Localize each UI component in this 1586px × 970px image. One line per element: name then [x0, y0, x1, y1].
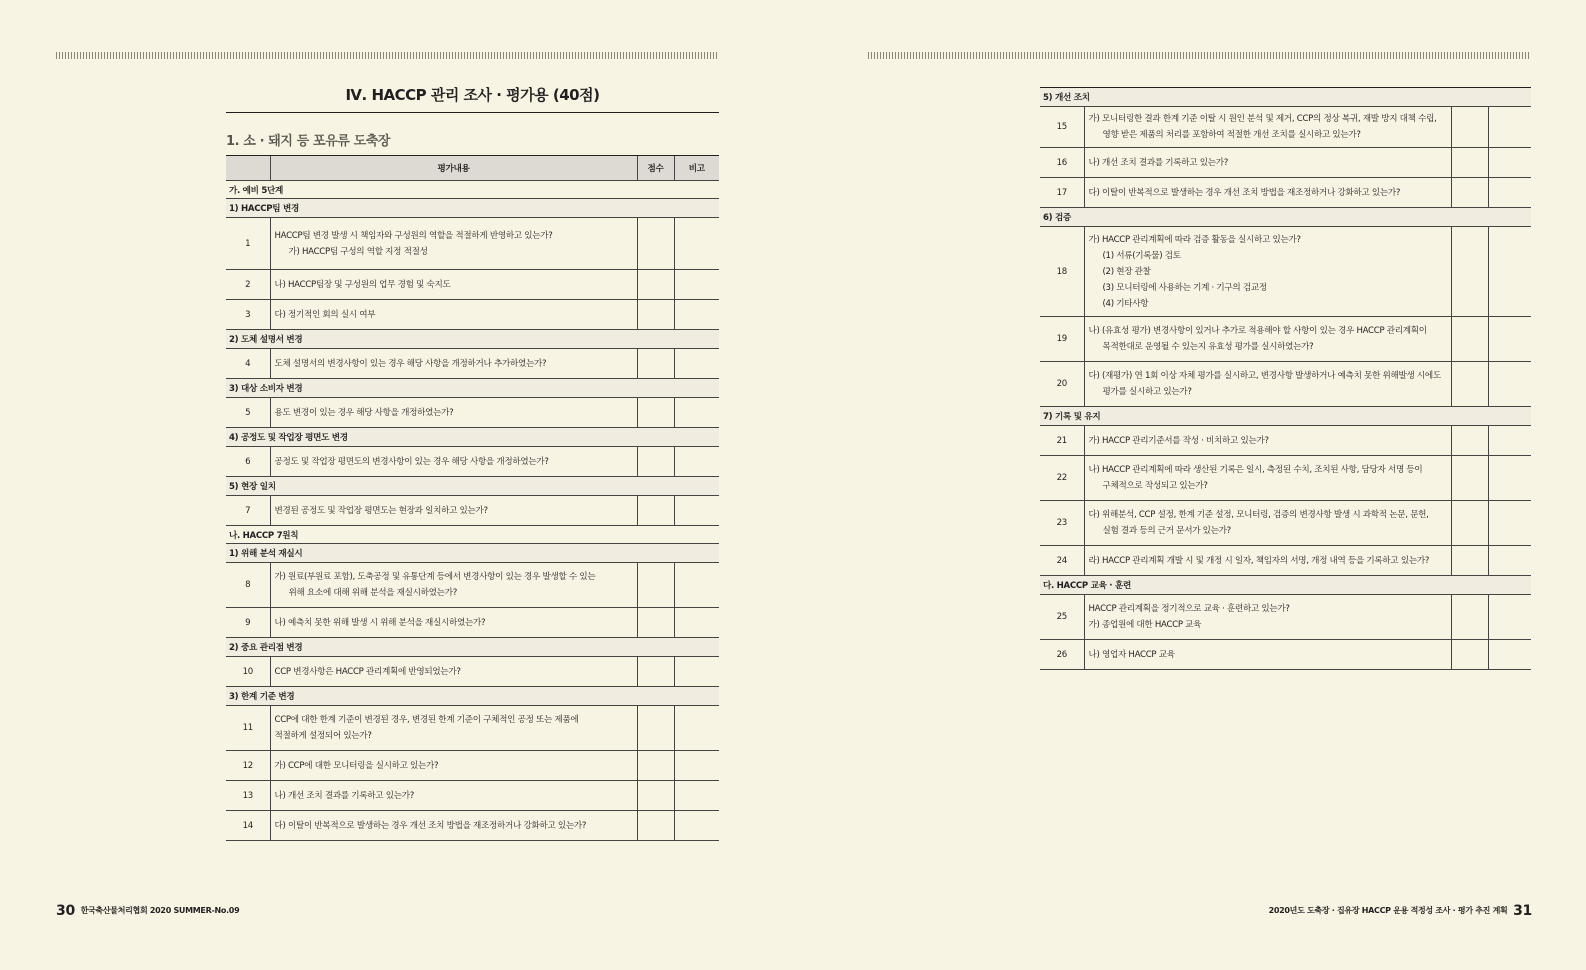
item-question	[1084, 148, 1451, 178]
score-cell[interactable]	[1451, 546, 1488, 576]
section-title: 다. HACCP 교육 · 훈련	[1040, 576, 1531, 595]
section-row	[226, 199, 719, 218]
evaluation-table-right	[1040, 87, 1531, 670]
score-cell[interactable]	[637, 706, 674, 751]
section-title: 가. 예비 5단계	[226, 181, 719, 199]
section-row	[226, 687, 719, 706]
question-line: 영향 받은 제품의 처리를 포함하여 적절한 개선 조치를 실시하고 있는가?	[1102, 130, 1361, 140]
note-cell[interactable]	[674, 496, 719, 526]
title-rule	[226, 112, 719, 113]
note-cell[interactable]	[1488, 362, 1531, 407]
item-number: 6	[226, 447, 270, 477]
note-cell[interactable]	[1488, 426, 1531, 456]
item-number: 12	[226, 751, 270, 781]
major-section-row	[226, 181, 719, 199]
item-question	[270, 608, 637, 638]
item-number: 11	[226, 706, 270, 751]
section-title: 6) 검증	[1040, 208, 1531, 227]
item-question	[270, 300, 637, 330]
score-cell[interactable]	[637, 781, 674, 811]
score-cell[interactable]	[637, 496, 674, 526]
item-number: 24	[1040, 546, 1084, 576]
question-line: CCP 변경사항은 HACCP 관리계획에 반영되었는가?	[274, 666, 461, 677]
item-question	[1084, 227, 1451, 317]
table-row	[1040, 426, 1531, 456]
question-line: 나) HACCP팀장 및 구성원의 업무 경험 및 숙지도	[274, 279, 451, 290]
item-question	[270, 496, 637, 526]
table-row	[1040, 178, 1531, 208]
question-line: 가) 종업원에 대한 HACCP 교육	[1088, 620, 1202, 630]
item-number: 5	[226, 398, 270, 428]
note-cell[interactable]	[674, 349, 719, 379]
question-line: (2) 현장 관찰	[1102, 266, 1151, 277]
score-cell[interactable]	[1451, 148, 1488, 178]
section-row	[226, 638, 719, 657]
item-question	[270, 398, 637, 428]
item-question	[1084, 317, 1451, 362]
score-cell[interactable]	[637, 349, 674, 379]
item-question	[1084, 107, 1451, 148]
question-line: 가) HACCP 관리기준서를 작성 · 비치하고 있는가?	[1088, 435, 1269, 446]
note-cell[interactable]	[1488, 546, 1531, 576]
score-cell[interactable]	[637, 608, 674, 638]
table-row	[226, 300, 719, 330]
item-number: 10	[226, 657, 270, 687]
score-cell[interactable]	[637, 811, 674, 841]
score-cell[interactable]	[1451, 317, 1488, 362]
score-cell[interactable]	[637, 657, 674, 687]
question-line: 목적한대로 운영될 수 있는지 유효성 평가를 실시하였는가?	[1102, 342, 1314, 352]
item-number: 23	[1040, 501, 1084, 546]
question-line: 나) HACCP 관리계획에 따라 생산된 기록은 일시, 측정된 수치, 조치된 사항, 담당자 서명 등이	[1088, 465, 1423, 475]
note-cell[interactable]	[1488, 595, 1531, 640]
question-line: 다) 이탈이 반복적으로 발생하는 경우 개선 조치 방법을 재조정하거나 강화하고 있는가?	[1088, 187, 1401, 198]
note-cell[interactable]	[674, 563, 719, 608]
item-question	[270, 270, 637, 300]
section-title: 3) 대상 소비자 변경	[226, 379, 719, 398]
item-question	[270, 706, 637, 751]
question-line: (4) 기타사항	[1102, 298, 1149, 309]
table-row	[226, 349, 719, 379]
section-title: 5) 현장 일치	[226, 477, 719, 496]
footer-plan-text: 2020년도 도축장 · 집유장 HACCP 운용 적정성 조사 · 평가 추진 계획	[1268, 906, 1508, 915]
item-number: 26	[1040, 640, 1084, 670]
section-row	[1040, 208, 1531, 227]
question-line: CCP에 대한 한계 기준이 변경된 경우, 변경된 한계 기준이 구체적인 공정 또는 제품에	[274, 715, 579, 725]
item-question	[270, 563, 637, 608]
table-row	[226, 218, 719, 270]
note-cell[interactable]	[674, 751, 719, 781]
note-cell[interactable]	[674, 218, 719, 270]
page-number-right: 31	[1513, 903, 1532, 919]
table-row	[1040, 107, 1531, 148]
score-cell[interactable]	[637, 218, 674, 270]
table-row	[226, 608, 719, 638]
table-row	[226, 398, 719, 428]
note-cell[interactable]	[674, 781, 719, 811]
section-title: 4) 공정도 및 작업장 평면도 변경	[226, 428, 719, 447]
item-number: 4	[226, 349, 270, 379]
header-content: 평가내용	[270, 156, 637, 181]
note-cell[interactable]	[1488, 227, 1531, 317]
table-row	[226, 781, 719, 811]
note-cell[interactable]	[1488, 456, 1531, 501]
score-cell[interactable]	[1451, 456, 1488, 501]
item-question	[270, 811, 637, 841]
question-line: (3) 모니터링에 사용하는 기계 · 기구의 검교정	[1102, 282, 1267, 293]
table-row	[1040, 227, 1531, 317]
footer-left	[56, 903, 239, 919]
question-line: 가) CCP에 대한 모니터링을 실시하고 있는가?	[274, 760, 439, 771]
section-row	[1040, 407, 1531, 426]
item-number: 15	[1040, 107, 1084, 148]
item-question	[270, 218, 637, 270]
question-line: 나) (유효성 평가) 변경사항이 있거나 추가로 적용해야 할 사항이 있는 경우 HACCP 관리계획이	[1088, 326, 1427, 336]
note-cell[interactable]	[1488, 178, 1531, 208]
question-line: 다) 위해분석, CCP 설정, 한계 기준 설정, 모니터링, 검증의 변경사항 발생 시 과학적 논문, 문헌,	[1088, 510, 1429, 520]
note-cell[interactable]	[674, 706, 719, 751]
table-row	[1040, 595, 1531, 640]
score-cell[interactable]	[1451, 362, 1488, 407]
item-number: 25	[1040, 595, 1084, 640]
table-row	[1040, 546, 1531, 576]
question-line: 적절하게 설정되어 있는가?	[274, 731, 372, 741]
section-title: 나. HACCP 7원칙	[226, 526, 719, 544]
footer-right	[1269, 903, 1532, 919]
item-number: 22	[1040, 456, 1084, 501]
table-row	[226, 496, 719, 526]
section-row	[1040, 88, 1531, 107]
score-cell[interactable]	[637, 563, 674, 608]
question-line: 나) 영업자 HACCP 교육	[1088, 649, 1175, 660]
question-line: 위해 요소에 대해 위해 분석을 재실시하였는가?	[288, 588, 457, 598]
table-header-row	[226, 156, 719, 181]
score-cell[interactable]	[1451, 426, 1488, 456]
question-line: 다) (재평가) 연 1회 이상 자체 평가를 실시하고, 변경사항 발생하거나 예측치 못한 위해발생 시에도	[1088, 371, 1441, 381]
score-cell[interactable]	[637, 398, 674, 428]
section-title: 7) 기록 및 유지	[1040, 407, 1531, 426]
table-row	[226, 563, 719, 608]
question-line: 변경된 공정도 및 작업장 평면도는 현장과 일치하고 있는가?	[274, 505, 488, 516]
note-cell[interactable]	[674, 270, 719, 300]
section-title: 1) 위해 분석 재실시	[226, 544, 719, 563]
table-row	[226, 447, 719, 477]
table-row	[1040, 317, 1531, 362]
score-cell[interactable]	[1451, 227, 1488, 317]
section-row	[226, 330, 719, 349]
table-row	[1040, 456, 1531, 501]
score-cell[interactable]	[637, 300, 674, 330]
table-row	[226, 751, 719, 781]
item-number: 8	[226, 563, 270, 608]
item-question	[1084, 640, 1451, 670]
question-line: 가) HACCP 관리계획에 따라 검증 활동을 실시하고 있는가?	[1088, 234, 1301, 245]
question-line: 용도 변경이 있는 경우 해당 사항을 개정하였는가?	[274, 407, 454, 418]
question-line: 가) HACCP팀 구성의 역할 지정 적절성	[288, 246, 428, 257]
item-question	[270, 751, 637, 781]
table-row	[1040, 501, 1531, 546]
table-row	[1040, 640, 1531, 670]
question-line: 나) 개선 조치 결과를 기록하고 있는가?	[1088, 157, 1228, 168]
item-number: 14	[226, 811, 270, 841]
item-question	[1084, 362, 1451, 407]
item-number: 13	[226, 781, 270, 811]
item-number: 20	[1040, 362, 1084, 407]
footer-journal-text: 한국축산물처리협회 2020 SUMMER-No.09	[80, 906, 240, 915]
item-question	[1084, 501, 1451, 546]
question-line: 실험 결과 등의 근거 문서가 있는가?	[1102, 526, 1231, 536]
question-line: 다) 정기적인 회의 실시 여부	[274, 309, 376, 320]
question-line: 평가를 실시하고 있는가?	[1102, 387, 1192, 397]
score-cell[interactable]	[637, 270, 674, 300]
note-cell[interactable]	[674, 447, 719, 477]
item-question	[1084, 546, 1451, 576]
score-cell[interactable]	[1451, 107, 1488, 148]
item-number: 2	[226, 270, 270, 300]
item-number: 9	[226, 608, 270, 638]
score-cell[interactable]	[637, 751, 674, 781]
section-row	[226, 544, 719, 563]
header-dot-rule-left	[56, 52, 719, 59]
item-question	[1084, 426, 1451, 456]
item-question	[270, 781, 637, 811]
section-row	[226, 477, 719, 496]
item-number: 21	[1040, 426, 1084, 456]
question-line: 라) HACCP 관리계획 개발 시 및 개정 시 일자, 책임자의 서명, 개정 내역 등을 기록하고 있는가?	[1088, 555, 1430, 566]
item-number: 17	[1040, 178, 1084, 208]
note-cell[interactable]	[674, 608, 719, 638]
table-row	[1040, 148, 1531, 178]
item-question	[270, 657, 637, 687]
section-title: 1) HACCP팀 변경	[226, 199, 719, 218]
question-line: HACCP팀 변경 발생 시 책임자와 구성원의 역할을 적절하게 반영하고 있는가?	[274, 230, 553, 241]
note-cell[interactable]	[1488, 317, 1531, 362]
section-title: 3) 한계 기준 변경	[226, 687, 719, 706]
score-cell[interactable]	[1451, 178, 1488, 208]
item-number: 16	[1040, 148, 1084, 178]
note-cell[interactable]	[674, 300, 719, 330]
page-number-left: 30	[56, 903, 75, 919]
question-line: 나) 개선 조치 결과를 기록하고 있는가?	[274, 790, 414, 801]
question-line: 가) 모니터링한 결과 한계 기준 이탈 시 원인 분석 및 제거, CCP의 정상 복귀, 재발 방지 대책 수립,	[1088, 114, 1437, 124]
note-cell[interactable]	[1488, 148, 1531, 178]
note-cell[interactable]	[674, 811, 719, 841]
item-number: 19	[1040, 317, 1084, 362]
note-cell[interactable]	[674, 657, 719, 687]
note-cell[interactable]	[1488, 501, 1531, 546]
section-row	[226, 428, 719, 447]
table-row	[226, 657, 719, 687]
note-cell[interactable]	[1488, 640, 1531, 670]
table-row	[226, 706, 719, 751]
item-question	[270, 349, 637, 379]
section-subtitle: 1. 소 · 돼지 등 포유류 도축장	[226, 134, 391, 149]
page-title: Ⅳ. HACCP 관리 조사 · 평가용 (40점)	[345, 86, 600, 104]
section-title: 2) 중요 관리점 변경	[226, 638, 719, 657]
score-cell[interactable]	[1451, 595, 1488, 640]
evaluation-table-left	[226, 155, 719, 841]
item-number: 1	[226, 218, 270, 270]
question-line: 나) 예측치 못한 위해 발생 시 위해 분석을 재실시하였는가?	[274, 617, 486, 628]
section-title: 2) 도체 설명서 변경	[226, 330, 719, 349]
score-cell[interactable]	[1451, 640, 1488, 670]
table-row	[226, 811, 719, 841]
question-line: (1) 서류(기록물) 검토	[1102, 250, 1181, 261]
note-cell[interactable]	[1488, 107, 1531, 148]
item-question	[1084, 456, 1451, 501]
table-row	[226, 270, 719, 300]
question-line: 가) 원료(부원료 포함), 도축공정 및 유통단계 등에서 변경사항이 있는 경우 발생할 수 있는	[274, 572, 596, 582]
table-row	[1040, 362, 1531, 407]
note-cell[interactable]	[674, 398, 719, 428]
question-line: HACCP 관리계획을 정기적으로 교육 · 훈련하고 있는가?	[1088, 604, 1290, 614]
header-dot-rule-right	[868, 52, 1531, 59]
question-line: 도체 설명서의 변경사항이 있는 경우 해당 사항을 개정하거나 추가하였는가?	[274, 358, 547, 369]
score-cell[interactable]	[1451, 501, 1488, 546]
section-title: 5) 개선 조치	[1040, 88, 1531, 107]
item-question	[1084, 595, 1451, 640]
question-line: 다) 이탈이 반복적으로 발생하는 경우 개선 조치 방법을 재조정하거나 강화하고 있는가?	[274, 820, 587, 831]
question-line: 구체적으로 작성되고 있는가?	[1102, 481, 1208, 491]
item-number: 18	[1040, 227, 1084, 317]
item-question	[1084, 178, 1451, 208]
item-number: 7	[226, 496, 270, 526]
item-question	[270, 447, 637, 477]
score-cell[interactable]	[637, 447, 674, 477]
header-score: 점수	[637, 156, 674, 181]
header-note: 비고	[674, 156, 719, 181]
section-row	[1040, 576, 1531, 595]
item-number: 3	[226, 300, 270, 330]
major-section-row	[226, 526, 719, 544]
header-blank-cell	[226, 156, 270, 181]
question-line: 공정도 및 작업장 평면도의 변경사항이 있는 경우 해당 사항을 개정하였는가?	[274, 456, 549, 467]
section-row	[226, 379, 719, 398]
